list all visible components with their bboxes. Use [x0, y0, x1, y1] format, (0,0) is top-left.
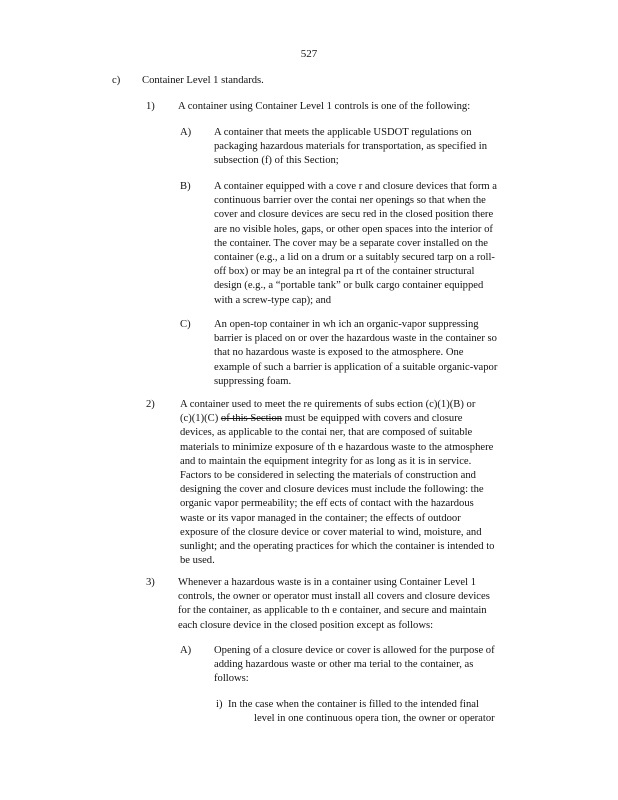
text-line: that no hazardous waste is exposed to the atmosphere. One: [214, 347, 464, 359]
item-1-b-label: B): [180, 181, 191, 192]
text-line: Factors to be considered in selecting the materials of construction and: [180, 470, 476, 482]
text-line: A container used to meet the re quirements of subs ection (c)(1)(B) or: [180, 399, 476, 410]
text-line: Opening of a closure device or cover is allowed for the purpose of: [214, 645, 495, 656]
item-2-paragraph: [180, 398, 542, 568]
text-segment: (c)(1)(C): [180, 413, 221, 425]
text-line: design (e.g., a “portable tank” or bulk cargo container equipped: [214, 280, 484, 292]
text-line: adding hazardous waste or other ma terial to the container, as: [214, 659, 474, 671]
text-line: be used.: [180, 555, 215, 567]
section-c-label: c): [112, 75, 121, 86]
item-2-label: 2): [146, 399, 155, 410]
text-line: barrier is placed on or over the hazardous waste in the container so: [214, 333, 497, 345]
text-line: for the container, as applicable to th e container, and secure and maintain: [178, 605, 487, 617]
item-3-a-i-label: i): [216, 699, 223, 710]
item-3-label: 3): [146, 577, 155, 588]
item-3-a-i-line-2: level in one continuous opera tion, the owner or operator: [254, 713, 495, 724]
text-line: with a screw-type cap); and: [214, 294, 332, 306]
text-line: waste or its vapor managed in the container; the effects of outdoor: [180, 512, 461, 524]
text-line: continuous barrier over the contai ner openings so that when the: [214, 195, 486, 207]
item-1-text: A container using Container Level 1 controls is one of the following:: [178, 101, 471, 112]
text-line: subsection (f) of this Section;: [214, 155, 339, 167]
text-line: are no visible holes, gaps, or other open spaces into the interior of: [214, 223, 493, 235]
text-segment: must be equipped with covers and closure: [282, 413, 463, 425]
item-1-c-label: C): [180, 319, 191, 330]
text-line: exposure of the closure device or cover material to wind, moisture, and: [180, 526, 482, 538]
item-1-label: 1): [146, 101, 155, 112]
text-line: A container that meets the applicable USDOT regulations on: [214, 127, 472, 138]
text-line: organic vapor permeability; the eff ects of contact with the hazardous: [180, 498, 474, 510]
item-3-paragraph: [178, 576, 534, 633]
item-1-c-paragraph: [214, 318, 544, 389]
text-line-with-deletion: [180, 412, 542, 426]
text-line: and to maintain the equipment integrity for as long as it is in service.: [180, 455, 472, 467]
text-line: the container. The cover may be a separate cover installed on the: [214, 237, 488, 249]
text-line: materials to minimize exposure of th e hazardous waste to the atmosphere: [180, 441, 494, 453]
text-line: follows:: [214, 673, 249, 685]
text-line: An open-top container in wh ich an organic-vapor suppressing: [214, 319, 479, 330]
text-line: packaging hazardous materials for transportation, as specified in: [214, 141, 487, 153]
item-1-a-paragraph: [214, 126, 532, 169]
text-line: controls, the owner or operator must install all covers and closure devices: [178, 591, 490, 603]
text-line: example of such a barrier is application of a suitable organic-vapor: [214, 361, 498, 373]
text-line: devices, as applicable to the contai ner, that are composed of suitable: [180, 427, 473, 439]
text-line: each closure device in the closed position except as follows:: [178, 619, 434, 631]
text-line: cover and closure devices are secu red in the closed position there: [214, 209, 494, 221]
page-number: 527: [300, 48, 318, 60]
text-line: A container equipped with a cove r and closure devices that form a: [214, 181, 497, 192]
text-line: Whenever a hazardous waste is in a container using Container Level 1: [178, 577, 476, 588]
text-line: off box) or may be an integral pa rt of the container structural: [214, 266, 475, 278]
item-1-b-paragraph: [214, 180, 540, 308]
struck-text: of this Section: [220, 413, 283, 425]
text-line: sunlight; and the operating practices for which the container is intended to: [180, 541, 495, 553]
item-3-a-label: A): [180, 645, 192, 656]
text-line: container (e.g., a lid on a drum or a suitably secured tarp on a roll-: [214, 252, 495, 264]
text-line: designing the cover and closure devices must include the following: the: [180, 484, 484, 496]
item-3-a-i-line-1: In the case when the container is filled to the intended final: [228, 699, 479, 710]
text-line: suppressing foam.: [214, 375, 292, 387]
section-c-title: Container Level 1 standards.: [142, 75, 264, 86]
item-1-a-label: A): [180, 127, 192, 138]
item-3-a-paragraph: [214, 644, 534, 687]
